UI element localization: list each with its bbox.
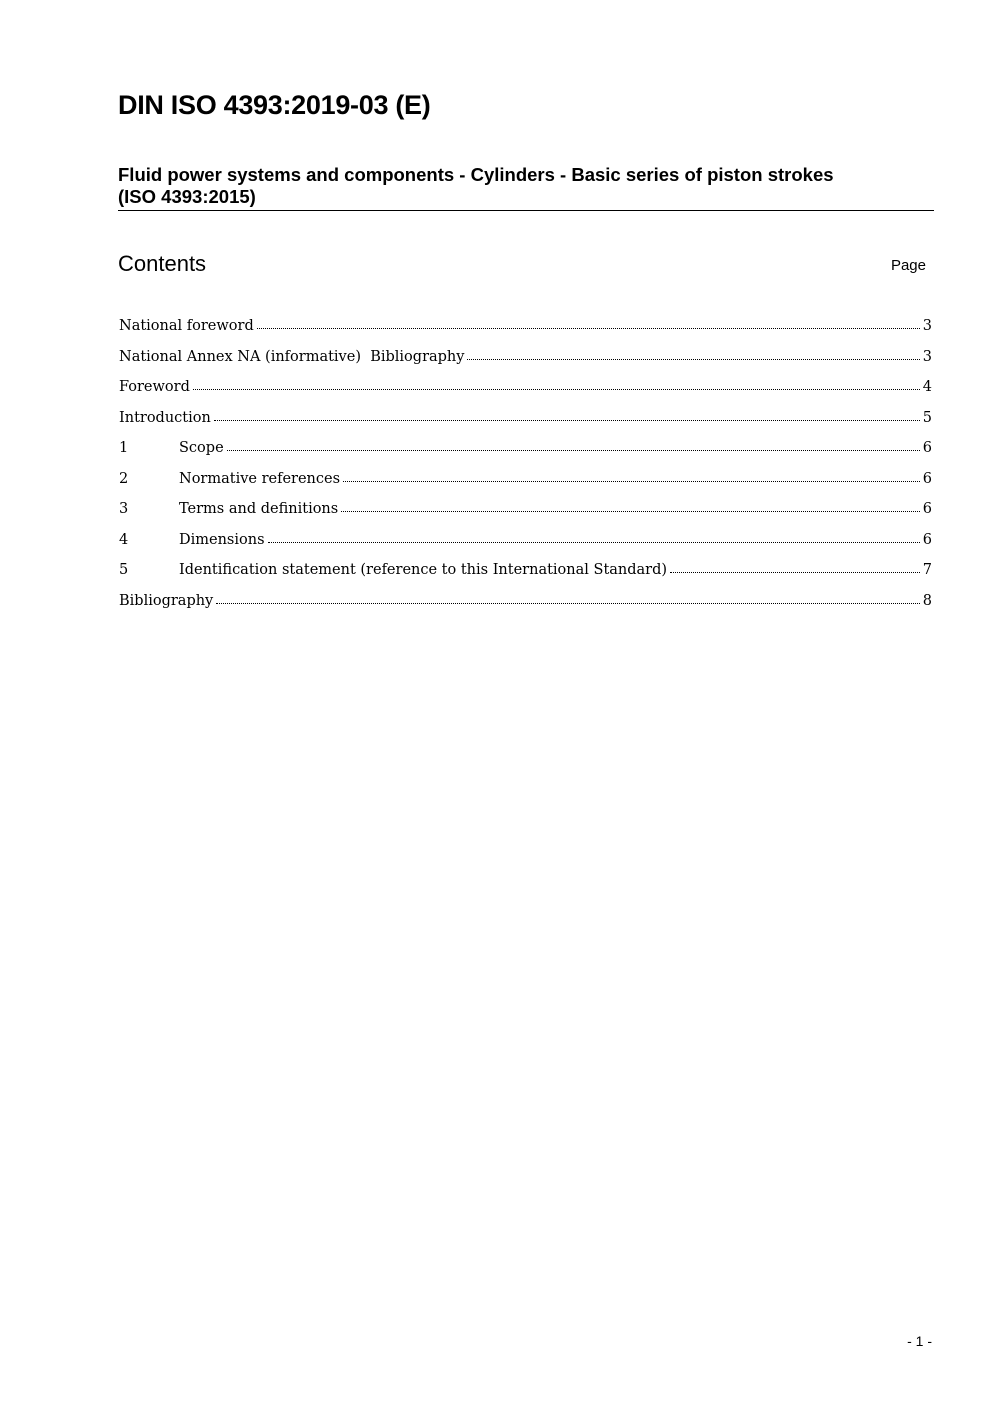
contents-heading: Contents — [118, 251, 207, 276]
toc-dot-leader — [193, 389, 920, 390]
toc-entry-national-foreword[interactable] — [119, 318, 932, 349]
toc-dot-leader — [216, 603, 920, 604]
page-column-label: Page — [890, 257, 926, 274]
toc-entry-page: 7 — [922, 562, 932, 578]
toc-dot-leader — [268, 542, 920, 543]
toc-entry-title: Terms and definitions — [179, 501, 339, 517]
toc-dot-leader — [670, 572, 920, 573]
toc-entry-page: 4 — [922, 379, 932, 395]
toc-entry-national-annex[interactable] — [119, 349, 932, 380]
toc-entry-bibliography[interactable] — [119, 593, 932, 624]
page-number: - 1 - — [907, 1333, 932, 1349]
table-of-contents — [119, 318, 932, 623]
toc-entry-dimensions[interactable] — [119, 532, 932, 563]
document-subtitle — [118, 164, 933, 208]
toc-entry-title: National Annex NA (informative) Bibliography — [119, 348, 465, 365]
toc-entry-page: 6 — [922, 470, 932, 487]
toc-entry-title: Introduction — [119, 409, 211, 426]
toc-entry-number: 5 — [119, 562, 129, 578]
document-id: DIN ISO 4393:2019-03 (E) — [118, 90, 431, 120]
toc-entry-title: Bibliography — [119, 592, 214, 609]
toc-entry-page: 6 — [922, 531, 932, 548]
toc-entry-page: 3 — [922, 348, 932, 365]
document-subtitle-line-2: (ISO 4393:2015) — [118, 186, 256, 207]
toc-entry-scope[interactable] — [119, 440, 932, 471]
toc-dot-leader — [341, 511, 920, 512]
toc-entry-terms-and-definitions[interactable] — [119, 501, 932, 532]
toc-entry-title: National foreword — [119, 318, 254, 334]
toc-entry-number: 1 — [119, 440, 129, 456]
toc-entry-title: Foreword — [119, 379, 190, 395]
toc-entry-title: Identification statement (reference to this International Standard) — [179, 562, 668, 578]
toc-entry-introduction[interactable] — [119, 410, 932, 441]
title-divider — [118, 210, 934, 211]
toc-dot-leader — [257, 328, 920, 329]
toc-entry-title: Scope — [179, 440, 224, 456]
toc-entry-number: 2 — [119, 470, 129, 487]
toc-entry-page: 6 — [922, 501, 932, 517]
toc-entry-foreword[interactable] — [119, 379, 932, 410]
toc-entry-page: 3 — [922, 318, 932, 334]
toc-dot-leader — [227, 450, 920, 451]
toc-entry-identification-statement[interactable] — [119, 562, 932, 593]
toc-entry-normative-references[interactable] — [119, 471, 932, 502]
toc-dot-leader — [343, 481, 920, 482]
toc-entry-number: 3 — [119, 501, 129, 517]
toc-entry-number: 4 — [119, 531, 129, 548]
document-subtitle-line-1: Fluid power systems and components - Cylinders - Basic series of piston strokes — [118, 164, 834, 185]
toc-entry-page: 8 — [922, 592, 932, 609]
toc-entry-title: Normative references — [179, 470, 341, 487]
toc-dot-leader — [214, 420, 920, 421]
toc-entry-title: Dimensions — [179, 531, 265, 548]
toc-dot-leader — [467, 359, 919, 360]
toc-entry-page: 6 — [922, 440, 932, 456]
toc-entry-page: 5 — [922, 409, 932, 426]
